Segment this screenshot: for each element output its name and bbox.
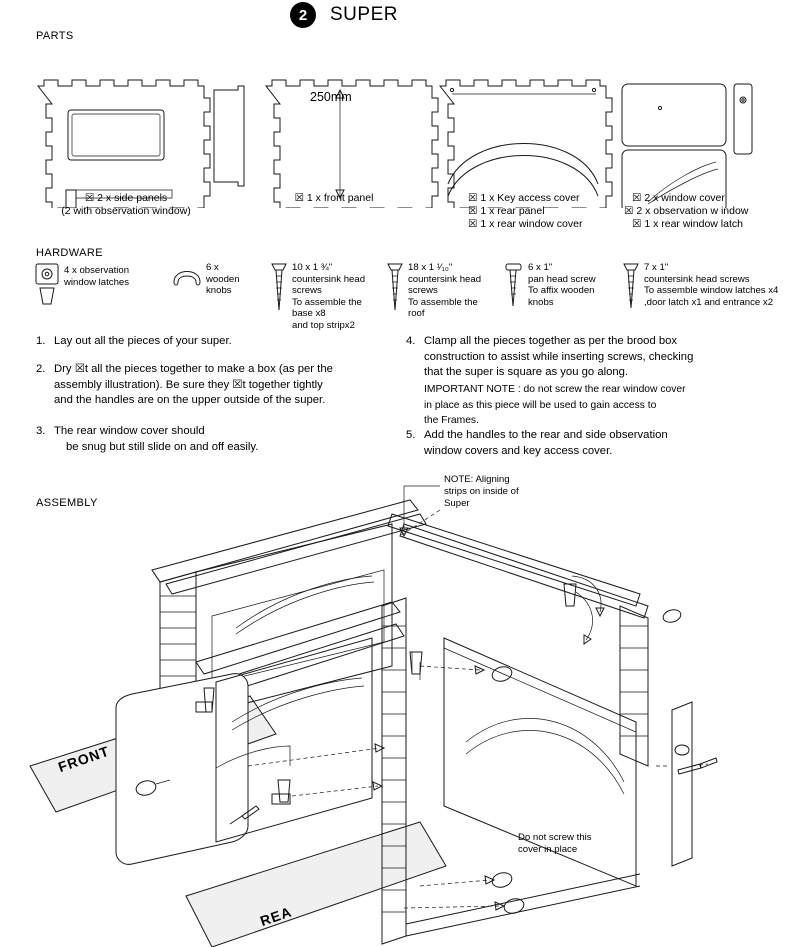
part-window-covers — [622, 84, 752, 208]
instruction-3-line-1: The rear window cover should — [54, 425, 205, 437]
screw-icon-3 — [506, 264, 521, 306]
step-number-badge: 2 — [290, 2, 316, 28]
important-note-line-1: IMPORTANT NOTE : do not screw the rear window cover — [424, 384, 686, 395]
section-label-hardware: HARDWARE — [36, 247, 103, 259]
instruction-1-number: 1. — [36, 335, 46, 347]
hardware-item-latchscrews: 7 x 1" countersink head screws To assemble window latches x4 ,door latch x1 and entrance x2 — [644, 262, 779, 308]
instruction-5-line-2: window covers and key access cover. — [424, 444, 613, 457]
assembly-drawing — [0, 466, 800, 947]
dimension-label: 250mm — [310, 90, 352, 104]
important-note — [406, 382, 796, 429]
parts-caption-windows: ☒ 2 x window cover ☒ 2 x observation w indow ☒ 1 x rear window latch — [624, 192, 749, 230]
latch-icon — [36, 264, 58, 304]
base-edges — [406, 874, 640, 936]
instruction-4-line-1: Clamp all the pieces together as per the brood box — [424, 335, 678, 347]
instruction-4-line-3: that the super is square as you go along. — [424, 366, 629, 378]
note-do-not-screw: Do not screw this cover in place — [518, 832, 592, 855]
knob-icon — [174, 272, 200, 286]
important-note-line-3: the Frames. — [424, 415, 479, 426]
instruction-5-line-1: Add the handles to the rear and side observation — [424, 429, 668, 441]
screw-icon-4 — [624, 264, 638, 308]
parts-caption-side: ☒ 2 x side panels (2 with observation window) — [61, 192, 191, 217]
instruction-3 — [36, 424, 386, 455]
section-label-assembly: ASSEMBLY — [36, 497, 98, 509]
instruction-2-line-3: and the handles are on the upper outside of the super. — [54, 394, 326, 406]
rear-window-latch-strip — [672, 702, 692, 866]
assembly-svg — [0, 466, 800, 947]
page-header — [0, 0, 800, 34]
page-title: SUPER — [330, 4, 398, 25]
section-label-parts: PARTS — [36, 30, 74, 42]
instruction-4 — [406, 334, 786, 381]
exploded-screws — [230, 758, 717, 824]
instruction-1 — [36, 334, 376, 350]
hardware-item-screws-base: 10 x 1 ¾" countersink head screws To assemble the base x8 and top stripx2 — [292, 262, 366, 331]
instruction-2-line-1: Dry ☒t all the pieces together to make a box (as per the — [54, 363, 333, 375]
instruction-2-number: 2. — [36, 363, 46, 375]
parts-svg — [0, 38, 800, 208]
front-observation-cover — [116, 674, 248, 865]
instruction-3-line-2: be snug but still slide on and off easily. — [66, 440, 259, 453]
instruction-2-line-2: assembly illustration). Be sure they ☒t together tightly — [54, 378, 323, 391]
hardware-item-knobs: 6 x wooden knobs — [206, 262, 240, 296]
hardware-item-screws-roof: 18 x 1 ¹⁄₁₀" countersink head screws To assemble the roof — [408, 262, 482, 319]
instruction-1-text: Lay out all the pieces of your super. — [54, 335, 232, 347]
instruction-4-line-2: construction to assist while inserting screws, checking — [424, 350, 694, 363]
latch-pieces — [196, 584, 576, 804]
instruction-4-number: 4. — [406, 335, 416, 347]
instruction-5 — [406, 428, 786, 459]
right-edge-strip — [620, 606, 648, 766]
parts-caption-front: ☒ 1 x front panel — [294, 192, 374, 204]
note-aligning-strips: NOTE: Aligning strips on inside of Super — [444, 474, 519, 509]
hardware-item-panhead: 6 x 1" pan head screw To affix wooden knobs — [528, 262, 596, 308]
important-note-line-2: in place as this piece will be used to gain access to — [424, 399, 657, 411]
parts-drawings — [0, 38, 800, 238]
instruction-3-number: 3. — [36, 425, 46, 437]
part-rear-panel — [440, 80, 612, 208]
parts-caption-rear: ☒ 1 x Key access cover ☒ 1 x rear panel ☒ 1 x rear window cover — [468, 192, 583, 230]
part-side-panel — [38, 80, 244, 208]
hardware-item-latches: 4 x observation window latches — [64, 265, 130, 288]
part-front-panel — [266, 80, 438, 208]
finger-joint-post-center — [382, 598, 406, 944]
rear-banner-label: REA — [258, 903, 294, 930]
front-banner-label: FRONT — [56, 742, 112, 776]
instruction-5-number: 5. — [406, 429, 416, 441]
instruction-2 — [36, 362, 386, 409]
